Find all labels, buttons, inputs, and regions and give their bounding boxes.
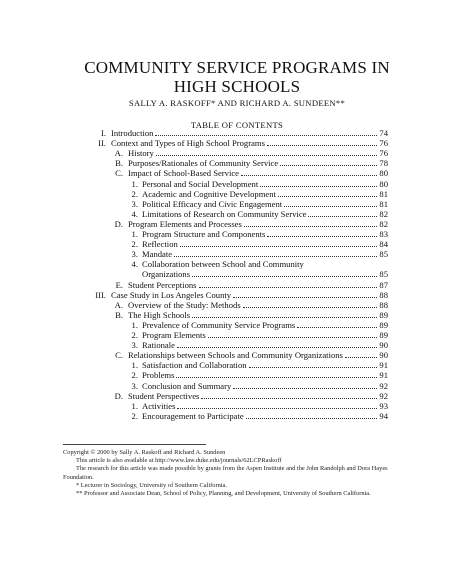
toc-number: C. bbox=[115, 168, 123, 179]
toc-page-number: 81 bbox=[379, 198, 388, 209]
toc-entry-title: Purposes/Rationales of Community Service bbox=[128, 158, 279, 169]
toc-page-number: 84 bbox=[379, 239, 388, 250]
toc-number: A. bbox=[114, 299, 123, 310]
toc-page-number: 91 bbox=[379, 370, 388, 381]
toc-page-number: 82 bbox=[379, 218, 388, 229]
toc-leader-dots bbox=[208, 336, 378, 338]
toc-page-number: 76 bbox=[379, 148, 388, 159]
toc-page-number: 89 bbox=[379, 319, 388, 330]
toc-number: C. bbox=[115, 350, 123, 361]
toc-number: 2. bbox=[131, 410, 138, 421]
toc-page-number: 92 bbox=[379, 380, 388, 391]
toc-leader-dots bbox=[176, 376, 377, 378]
toc-leader-dots bbox=[192, 316, 377, 318]
toc-entry-title: Mandate bbox=[142, 249, 173, 260]
toc-number: I. bbox=[100, 128, 106, 138]
footnote-author-1: * Lecturer in Sociology, University of Southern California. bbox=[76, 481, 227, 489]
toc-number: B. bbox=[115, 309, 123, 320]
toc-row bbox=[0, 310, 474, 320]
toc-number: B. bbox=[115, 158, 123, 169]
toc-number: 3. bbox=[131, 340, 138, 351]
toc-row bbox=[0, 391, 474, 401]
toc-entry bbox=[128, 391, 388, 401]
toc-number: 2. bbox=[131, 239, 138, 250]
footnotes bbox=[63, 449, 398, 498]
toc-leader-dots bbox=[249, 366, 378, 368]
toc-leader-dots bbox=[241, 174, 377, 176]
toc-entry bbox=[142, 209, 388, 219]
toc-entry-title: Student Perspectives bbox=[128, 390, 200, 401]
toc-leader-dots bbox=[345, 356, 378, 358]
authors-line: SALLY A. RASKOFF* AND RICHARD A. SUNDEEN** bbox=[128, 98, 346, 108]
footnote-funding: The research for this article was made possible by grants from the Aspen Institute and the John Randolph and Dora Hayes Foundation. bbox=[63, 465, 388, 481]
toc-number: III. bbox=[95, 289, 106, 300]
toc-entry-title: Context and Types of High School Programs bbox=[111, 138, 265, 149]
toc-entry bbox=[142, 360, 388, 370]
toc-leader-dots bbox=[278, 195, 378, 197]
toc-entry-title: Rationale bbox=[142, 340, 175, 351]
toc-leader-dots bbox=[244, 225, 378, 227]
toc-entry-title: Impact of School-Based Service bbox=[128, 168, 239, 179]
toc-page-number: 88 bbox=[379, 289, 388, 300]
toc-number: 1. bbox=[131, 400, 138, 411]
toc-row bbox=[0, 381, 474, 391]
toc-entry bbox=[142, 229, 388, 239]
toc-number: A. bbox=[114, 148, 123, 159]
toc-row bbox=[0, 269, 474, 279]
toc-leader-dots bbox=[267, 235, 377, 237]
title-line-2: HIGH SCHOOLS bbox=[173, 77, 301, 96]
toc-leader-dots bbox=[177, 407, 377, 409]
toc-entry bbox=[142, 330, 388, 340]
toc-page-number: 74 bbox=[379, 128, 388, 138]
toc-entry-title: History bbox=[128, 148, 154, 159]
toc-entry-title: Program Elements and Processes bbox=[128, 218, 242, 229]
toc-number: D. bbox=[114, 218, 123, 229]
toc-number: E. bbox=[115, 279, 123, 290]
toc-page-number: 94 bbox=[379, 410, 388, 421]
toc-leader-dots bbox=[233, 387, 377, 389]
toc-row bbox=[0, 158, 474, 168]
toc-page-number: 87 bbox=[379, 279, 388, 290]
toc-entry bbox=[142, 189, 388, 199]
toc-row bbox=[0, 209, 474, 219]
toc-number: 3. bbox=[131, 380, 138, 391]
toc-entry-title: Student Perceptions bbox=[128, 279, 197, 290]
toc-row bbox=[0, 179, 474, 189]
toc-leader-dots bbox=[180, 245, 378, 247]
toc-page-number: 93 bbox=[379, 400, 388, 411]
toc-page-number: 92 bbox=[379, 390, 388, 401]
toc-row bbox=[0, 148, 474, 158]
footnote-copyright: Copyright © 2000 by Sally A. Raskoff and Richard A. Sundeen bbox=[63, 449, 226, 456]
toc-leader-dots bbox=[155, 134, 377, 136]
toc-row bbox=[0, 320, 474, 330]
toc-number: 1. bbox=[131, 178, 138, 189]
toc-entry-title: Personal and Social Development bbox=[142, 178, 259, 189]
toc-row bbox=[0, 249, 474, 259]
toc-leader-dots bbox=[308, 215, 377, 217]
toc-entry bbox=[128, 310, 388, 320]
toc-number: II. bbox=[98, 138, 106, 149]
toc-number: 2. bbox=[131, 188, 138, 199]
toc-row bbox=[0, 350, 474, 360]
toc-row bbox=[0, 330, 474, 340]
toc-row bbox=[0, 189, 474, 199]
toc-leader-dots bbox=[246, 417, 378, 419]
toc-row bbox=[0, 290, 474, 300]
toc-heading: TABLE OF CONTENTS bbox=[190, 120, 284, 130]
article-title bbox=[0, 58, 474, 96]
toc-entry bbox=[111, 138, 388, 148]
toc-entry bbox=[142, 401, 388, 411]
toc-entry-title: Political Efficacy and Civic Engagement bbox=[142, 198, 283, 209]
toc-entry bbox=[128, 219, 388, 229]
toc-entry bbox=[142, 340, 388, 350]
toc-entry bbox=[128, 158, 388, 168]
toc-entry bbox=[142, 320, 388, 330]
toc-entry bbox=[142, 249, 388, 259]
toc-page-number: 78 bbox=[379, 158, 388, 169]
toc-entry-title: Collaboration between School and Community bbox=[142, 259, 304, 270]
toc-page-number: 90 bbox=[379, 350, 388, 361]
toc-entry-title: Academic and Cognitive Development bbox=[142, 188, 276, 199]
toc-page-number: 85 bbox=[379, 249, 388, 260]
toc-entry-title: Introduction bbox=[111, 128, 154, 138]
toc-leader-dots bbox=[199, 286, 378, 288]
toc-row bbox=[0, 411, 474, 421]
toc-page-number: 81 bbox=[379, 188, 388, 199]
toc-entry bbox=[142, 381, 388, 391]
toc-leader-dots bbox=[267, 144, 377, 146]
toc-page-number: 80 bbox=[379, 178, 388, 189]
toc-number: 4. bbox=[131, 259, 138, 270]
toc-entry bbox=[142, 269, 388, 279]
toc-entry bbox=[128, 168, 388, 178]
toc-number: 4. bbox=[131, 208, 138, 219]
toc-entry-title: Case Study in Los Angeles County bbox=[111, 289, 232, 300]
toc-number: 3. bbox=[131, 198, 138, 209]
toc-row bbox=[0, 138, 474, 148]
toc-entry-title: Program Structure and Components bbox=[142, 229, 266, 239]
toc-leader-dots bbox=[260, 185, 377, 187]
toc-entry bbox=[142, 179, 388, 189]
toc-leader-dots bbox=[284, 205, 377, 207]
toc-number: 1. bbox=[131, 360, 138, 371]
toc-entry-title: Problems bbox=[142, 370, 175, 381]
toc-entry bbox=[128, 280, 388, 290]
toc-entry-title: Activities bbox=[142, 400, 176, 411]
footnote-author-2: ** Professor and Associate Dean, School of Policy, Planning, and Development, University of Southern California. bbox=[76, 490, 371, 498]
toc-row bbox=[0, 340, 474, 350]
toc-entry-title: Reflection bbox=[142, 239, 178, 250]
toc-entry-title: Program Elements bbox=[142, 330, 206, 340]
toc-page-number: 91 bbox=[379, 360, 388, 371]
toc-entry bbox=[142, 199, 388, 209]
toc-entry bbox=[128, 148, 388, 158]
toc-entry bbox=[142, 259, 304, 269]
toc-entry bbox=[142, 411, 388, 421]
toc-entry bbox=[111, 290, 388, 300]
toc-number: D. bbox=[114, 390, 123, 401]
toc-entry bbox=[128, 300, 388, 310]
toc-leader-dots bbox=[233, 296, 377, 298]
toc-page-number: 89 bbox=[379, 309, 388, 320]
toc-row bbox=[0, 360, 474, 370]
toc-row bbox=[0, 401, 474, 411]
toc-page-number: 83 bbox=[379, 229, 388, 239]
toc-row bbox=[0, 219, 474, 229]
toc-entry-title: Prevalence of Community Service Programs bbox=[142, 319, 296, 330]
toc-row bbox=[0, 229, 474, 239]
toc-page-number: 76 bbox=[379, 138, 388, 149]
toc-row bbox=[0, 370, 474, 380]
toc-page-number: 89 bbox=[379, 330, 388, 340]
toc-row bbox=[0, 168, 474, 178]
toc-number: 1. bbox=[131, 319, 138, 330]
toc-number: 3. bbox=[131, 249, 138, 260]
toc-entry-title: Relationships between Schools and Community Organizations bbox=[128, 350, 343, 361]
toc-leader-dots bbox=[297, 326, 377, 328]
toc-number: 2. bbox=[131, 330, 138, 340]
toc-leader-dots bbox=[192, 275, 377, 277]
toc-entry-title: Limitations of Research on Community Service bbox=[142, 208, 307, 219]
toc-row bbox=[0, 239, 474, 249]
toc-leader-dots bbox=[201, 397, 377, 399]
toc-row bbox=[0, 280, 474, 290]
footnote-availability: This article is also available at http://www.law.duke.edu/journals/62LCPRaskoff bbox=[76, 457, 282, 465]
title-line-1: COMMUNITY SERVICE PROGRAMS IN bbox=[84, 58, 390, 77]
toc-entry-title: The High Schools bbox=[128, 309, 191, 320]
toc-page-number: 90 bbox=[379, 340, 388, 351]
toc-entry-title: Conclusion and Summary bbox=[142, 380, 232, 391]
toc-entry bbox=[142, 370, 388, 380]
toc-number: 2. bbox=[131, 370, 138, 381]
toc-row bbox=[0, 199, 474, 209]
toc-number: 1. bbox=[131, 229, 138, 239]
toc-leader-dots bbox=[174, 255, 377, 257]
toc-leader-dots bbox=[177, 346, 377, 348]
toc-entry-title: Satisfaction and Collaboration bbox=[142, 360, 247, 371]
toc-leader-dots bbox=[243, 306, 378, 308]
toc-entry-title: Organizations bbox=[142, 269, 191, 280]
toc-entry bbox=[111, 128, 388, 138]
toc-row bbox=[0, 128, 474, 138]
toc-leader-dots bbox=[280, 164, 377, 166]
toc-entry bbox=[142, 239, 388, 249]
toc-leader-dots bbox=[156, 154, 378, 156]
toc-entry-title: Encouragement to Participate bbox=[142, 410, 244, 421]
toc-entry-title: Overview of the Study: Methods bbox=[128, 299, 241, 310]
toc-page-number: 80 bbox=[379, 168, 388, 179]
toc-page-number: 88 bbox=[379, 299, 388, 310]
footnote-rule bbox=[63, 444, 206, 445]
toc-entry bbox=[128, 350, 388, 360]
toc-row bbox=[0, 259, 474, 269]
toc-row bbox=[0, 300, 474, 310]
toc-page-number: 85 bbox=[379, 269, 388, 280]
toc-page-number: 82 bbox=[379, 208, 388, 219]
